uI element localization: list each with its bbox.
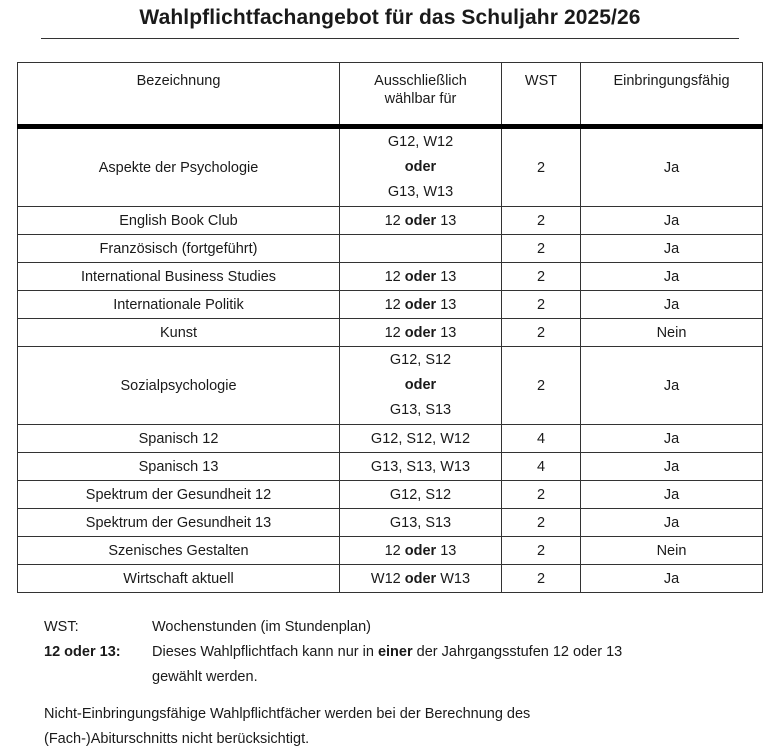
- table-row: [18, 565, 763, 593]
- eligible-b: G13, W13: [387, 184, 454, 200]
- cell-name: English Book Club: [18, 207, 340, 235]
- cell-name: Spektrum der Gesundheit 13: [18, 509, 340, 537]
- cell-name: Französisch (fortgeführt): [18, 235, 340, 263]
- legend-wst-key: WST:: [44, 619, 79, 635]
- cell-wst: 2: [502, 207, 581, 235]
- cell-counts: Ja: [581, 127, 763, 207]
- table-row: [18, 425, 763, 453]
- cell-wst: 4: [502, 453, 581, 481]
- cell-wst: 2: [502, 127, 581, 207]
- table-row: [18, 453, 763, 481]
- eligible-b: 13: [440, 324, 457, 341]
- cell-counts: Ja: [581, 235, 763, 263]
- cell-counts: Ja: [581, 263, 763, 291]
- cell-name: Internationale Politik: [18, 291, 340, 319]
- eligible-or: oder: [404, 212, 437, 229]
- eligible-b: G13, S13: [389, 402, 452, 418]
- eligible-a: 12: [384, 324, 401, 341]
- table-row: [18, 127, 763, 207]
- table-row: [18, 207, 763, 235]
- eligible-a: 12: [384, 542, 401, 559]
- cell-counts: Ja: [581, 509, 763, 537]
- cell-eligible: G13, S13, W13: [340, 453, 502, 481]
- cell-counts: Nein: [581, 319, 763, 347]
- legend-wst-text: Wochenstunden (im Stundenplan): [152, 619, 371, 635]
- header-eligible-line1: Ausschließlich: [374, 73, 467, 89]
- cell-eligible: G12, S12, W12: [340, 425, 502, 453]
- cell-wst: 2: [502, 347, 581, 425]
- eligible-or: oder: [404, 324, 437, 341]
- cell-name: Sozialpsychologie: [18, 347, 340, 425]
- header-eligible-line2: wählbar für: [384, 91, 457, 107]
- table-row: [18, 537, 763, 565]
- legend-oder-text-2: der Jahrgangsstufen 12 oder 13: [416, 644, 623, 660]
- eligible-or: oder: [404, 159, 437, 175]
- page-title: Wahlpflichtfachangebot für das Schuljahr 2025/26: [139, 6, 641, 29]
- eligible-b: 13: [440, 212, 457, 229]
- cell-eligible: [340, 263, 502, 291]
- cell-counts: Ja: [581, 425, 763, 453]
- cell-eligible: [340, 565, 502, 593]
- legend-oder-key: [44, 640, 121, 665]
- header-name: Bezeichnung: [18, 63, 340, 127]
- table-row: [18, 291, 763, 319]
- cell-wst: 2: [502, 481, 581, 509]
- eligible-b: W13: [440, 570, 471, 587]
- cell-eligible: [340, 291, 502, 319]
- cell-name: Spanisch 13: [18, 453, 340, 481]
- eligible-b: 13: [440, 296, 457, 313]
- cell-eligible: [340, 537, 502, 565]
- cell-eligible: [340, 127, 502, 207]
- cell-counts: Ja: [581, 481, 763, 509]
- cell-counts: Ja: [581, 453, 763, 481]
- table-row: [18, 319, 763, 347]
- legend-oder-text-bold: einer: [377, 644, 413, 660]
- cell-counts: Ja: [581, 291, 763, 319]
- table-row: [18, 235, 763, 263]
- cell-name: International Business Studies: [18, 263, 340, 291]
- legend-oder-text: [152, 640, 712, 690]
- eligible-a: W12: [370, 570, 401, 587]
- cell-wst: 2: [502, 565, 581, 593]
- table-row: [18, 263, 763, 291]
- footnote-line1: Nicht-Einbringungsfähige Wahlpflichtfächer werden bei der Berechnung des: [44, 706, 531, 722]
- eligible-or: oder: [404, 542, 437, 559]
- header-eligible: [340, 63, 502, 127]
- cell-wst: 2: [502, 235, 581, 263]
- header-wst: WST: [502, 63, 581, 127]
- eligible-stack: [344, 130, 497, 205]
- legend-oder-key-a: 12: [44, 644, 61, 660]
- eligible-or: oder: [404, 570, 437, 587]
- legend-oder-key-b: 13:: [99, 644, 121, 660]
- table-header-row: [18, 63, 763, 127]
- cell-wst: 2: [502, 509, 581, 537]
- cell-wst: 2: [502, 263, 581, 291]
- cell-eligible: [340, 235, 502, 263]
- cell-name: Wirtschaft aktuell: [18, 565, 340, 593]
- eligible-a: G12, W12: [387, 134, 454, 150]
- cell-counts: Ja: [581, 207, 763, 235]
- eligible-or: oder: [404, 377, 437, 393]
- legend-oder-text-3: gewählt werden.: [152, 669, 258, 685]
- legend-oder-text-1: Dieses Wahlpflichtfach kann nur in: [152, 644, 374, 660]
- cell-name: Kunst: [18, 319, 340, 347]
- eligible-or: oder: [404, 268, 437, 285]
- cell-eligible: G13, S13: [340, 509, 502, 537]
- table-row: [18, 347, 763, 425]
- eligible-a: 12: [384, 296, 401, 313]
- elective-table: [17, 62, 763, 593]
- cell-wst: 2: [502, 291, 581, 319]
- cell-wst: 2: [502, 537, 581, 565]
- cell-eligible: G12, S12: [340, 481, 502, 509]
- eligible-a: G12, S12: [389, 352, 452, 368]
- table-row: [18, 481, 763, 509]
- cell-name: Spanisch 12: [18, 425, 340, 453]
- cell-counts: Ja: [581, 347, 763, 425]
- table-body: [18, 127, 763, 593]
- cell-wst: 2: [502, 319, 581, 347]
- cell-eligible: [340, 207, 502, 235]
- cell-counts: Ja: [581, 565, 763, 593]
- cell-name: Spektrum der Gesundheit 12: [18, 481, 340, 509]
- cell-wst: 4: [502, 425, 581, 453]
- cell-eligible: [340, 319, 502, 347]
- eligible-or: oder: [404, 296, 437, 313]
- table-row: [18, 509, 763, 537]
- cell-name: Szenisches Gestalten: [18, 537, 340, 565]
- title-underline: [41, 38, 739, 39]
- eligible-stack: [344, 348, 497, 423]
- cell-name: Aspekte der Psychologie: [18, 127, 340, 207]
- header-counts: Einbringungsfähig: [581, 63, 763, 127]
- cell-counts: Nein: [581, 537, 763, 565]
- cell-eligible: [340, 347, 502, 425]
- eligible-b: 13: [440, 542, 457, 559]
- eligible-a: 12: [384, 212, 401, 229]
- legend-oder-key-or: oder: [64, 644, 96, 660]
- footnote-line2: (Fach-)Abiturschnitts nicht berücksichtigt.: [44, 731, 310, 747]
- eligible-a: 12: [384, 268, 401, 285]
- eligible-b: 13: [440, 268, 457, 285]
- footnote: [44, 702, 664, 752]
